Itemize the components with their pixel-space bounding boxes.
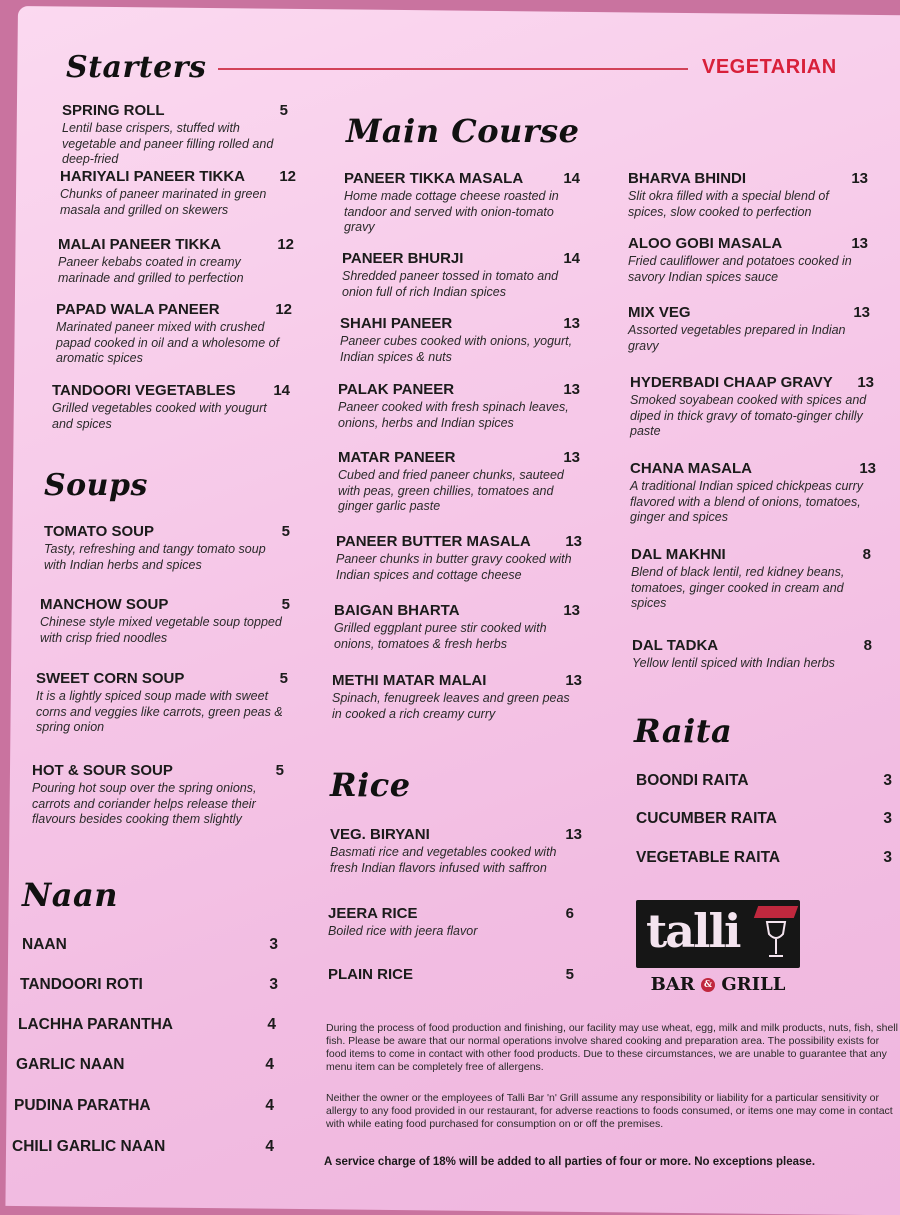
- menu-item: [630, 460, 876, 526]
- header-rule: [218, 68, 688, 70]
- menu-item: [342, 250, 580, 300]
- item-desc: Paneer kebabs coated in creamy marinade and grilled to perfection: [58, 255, 244, 285]
- menu-item: [52, 382, 290, 432]
- item-desc: Shredded paneer tossed in tomato and onion full of rich Indian spices: [342, 269, 559, 299]
- item-price: 4: [265, 1138, 274, 1155]
- menu-item: [636, 810, 892, 828]
- liability-disclaimer: Neither the owner or the employees of Talli Bar 'n' Grill assume any responsibility or liability for a particular sensitivity or allergy to any food provided in our restaurant, for adverse reactions to foods consumed, or items one may come in contact with while eating food purchased for consumption on or off the premises.: [326, 1092, 893, 1130]
- menu-item: [328, 966, 574, 983]
- item-name: BAIGAN BHARTA: [334, 602, 460, 619]
- item-name: LACHHA PARANTHA: [18, 1016, 173, 1033]
- menu-item: [636, 772, 892, 790]
- starters-heading: Starters: [66, 50, 207, 85]
- item-name: MANCHOW SOUP: [40, 596, 169, 613]
- menu-item: [338, 381, 580, 431]
- item-price: 8: [863, 637, 872, 654]
- item-name: ALOO GOBI MASALA: [628, 235, 783, 252]
- logo-flag-icon: [754, 906, 798, 918]
- menu-item: [60, 168, 296, 218]
- item-desc: Tasty, refreshing and tangy tomato soup with Indian herbs and spices: [44, 542, 266, 572]
- menu-item: [336, 533, 582, 583]
- item-name: MALAI PANEER TIKKA: [58, 236, 222, 253]
- item-price: 5: [565, 966, 574, 983]
- item-price: 13: [853, 304, 870, 321]
- item-name: TOMATO SOUP: [44, 523, 155, 540]
- item-desc: Yellow lentil spiced with Indian herbs: [632, 656, 835, 670]
- item-name: SPRING ROLL: [62, 102, 165, 119]
- item-desc: Chinese style mixed vegetable soup topped with crisp fried noodles: [40, 615, 282, 645]
- item-name: PANEER TIKKA MASALA: [344, 170, 524, 187]
- menu-item: [631, 546, 871, 612]
- item-price: 12: [275, 301, 292, 318]
- item-price: 3: [883, 772, 892, 789]
- item-name: CHILI GARLIC NAAN: [12, 1138, 166, 1155]
- item-price: 12: [277, 236, 294, 253]
- menu-item: [18, 1016, 276, 1034]
- item-price: 14: [563, 170, 580, 187]
- item-name: PLAIN RICE: [328, 966, 414, 983]
- item-name: CUCUMBER RAITA: [636, 810, 777, 827]
- item-desc: Grilled vegetables cooked with yougurt and spices: [52, 401, 267, 431]
- item-desc: Smoked soyabean cooked with spices and diped in thick gravy of tomato-ginger chilly paste: [630, 393, 867, 438]
- item-name: GARLIC NAAN: [16, 1056, 125, 1073]
- item-price: 13: [565, 826, 582, 843]
- item-name: CHANA MASALA: [630, 460, 752, 477]
- logo-bar: BAR: [650, 974, 695, 995]
- item-desc: Assorted vegetables prepared in Indian gravy: [628, 323, 846, 353]
- item-name: PANEER BUTTER MASALA: [336, 533, 531, 550]
- item-price: 13: [851, 235, 868, 252]
- raita-heading: Raita: [634, 712, 733, 750]
- item-price: 13: [563, 602, 580, 619]
- menu-item: [632, 637, 872, 672]
- item-name: METHI MATAR MALAI: [332, 672, 487, 689]
- item-name: HYDERBADI CHAAP GRAVY: [630, 374, 833, 391]
- item-name: PAPAD WALA PANEER: [56, 301, 220, 318]
- item-price: 13: [563, 315, 580, 332]
- talli-logo: [636, 900, 800, 996]
- logo-box: [636, 900, 800, 968]
- menu-item: [628, 170, 868, 220]
- item-name: BHARVA BHINDI: [628, 170, 747, 187]
- naan-heading: Naan: [22, 876, 118, 914]
- item-name: SWEET CORN SOUP: [36, 670, 185, 687]
- item-price: 13: [859, 460, 876, 477]
- item-price: 12: [279, 168, 296, 185]
- item-desc: Spinach, fenugreek leaves and green peas in cooked a rich creamy curry: [332, 691, 570, 721]
- item-price: 5: [281, 523, 290, 540]
- item-price: 3: [883, 849, 892, 866]
- item-name: MIX VEG: [628, 304, 691, 321]
- item-desc: Home made cottage cheese roasted in tandoor and served with onion-tomato gravy: [344, 189, 559, 234]
- menu-item: [62, 102, 288, 168]
- item-price: 5: [281, 596, 290, 613]
- logo-amp: &: [701, 978, 715, 992]
- item-desc: Blend of black lentil, red kidney beans, tomatoes, ginger cooked in cream and spices: [631, 565, 845, 610]
- item-price: 3: [269, 936, 278, 953]
- item-price: 14: [273, 382, 290, 399]
- menu-item: [20, 976, 278, 994]
- item-desc: Basmati rice and vegetables cooked with fresh Indian flavors infused with saffron: [330, 845, 557, 875]
- menu-item: [58, 236, 294, 286]
- menu-item: [344, 170, 580, 236]
- item-price: 4: [265, 1056, 274, 1073]
- item-desc: Boiled rice with jeera flavor: [328, 924, 478, 938]
- menu-item: [40, 596, 290, 646]
- item-price: 13: [565, 672, 582, 689]
- item-name: HARIYALI PANEER TIKKA: [60, 168, 246, 185]
- item-price: 3: [883, 810, 892, 827]
- item-name: SHAHI PANEER: [340, 315, 453, 332]
- menu-item: [32, 762, 284, 828]
- menu-item: [334, 602, 580, 652]
- item-name: VEG. BIRYANI: [330, 826, 430, 843]
- item-price: 13: [565, 533, 582, 550]
- menu-item: [36, 670, 288, 736]
- menu-item: [332, 672, 582, 722]
- item-desc: Lentil base crispers, stuffed with vegetable and paneer filling rolled and deep-fried: [62, 121, 274, 166]
- menu-item: [628, 304, 870, 354]
- item-name: VEGETABLE RAITA: [636, 849, 781, 866]
- item-desc: Marinated paneer mixed with crushed papad cooked in oil and a wholesome of aromatic spices: [56, 320, 280, 365]
- item-desc: Pouring hot soup over the spring onions, carrots and coriander helps release their flavours besides cooking them slightly: [32, 781, 257, 826]
- item-price: 5: [279, 670, 288, 687]
- item-price: 3: [269, 976, 278, 993]
- item-desc: A traditional Indian spiced chickpeas curry flavored with a blend of onions, tomatoes, ginger and spices: [630, 479, 863, 524]
- item-desc: It is a lightly spiced soup made with sweet corns and veggies like carrots, green peas & spring onion: [36, 689, 283, 734]
- wine-glass-icon: [764, 920, 788, 960]
- item-name: PANEER BHURJI: [342, 250, 464, 267]
- menu-item: [44, 523, 290, 573]
- item-desc: Chunks of paneer marinated in green masala and grilled on skewers: [60, 187, 267, 217]
- menu-item: [12, 1138, 274, 1156]
- item-price: 13: [563, 449, 580, 466]
- menu-item: [628, 235, 868, 285]
- soups-heading: Soups: [44, 468, 148, 503]
- item-name: DAL TADKA: [632, 637, 719, 654]
- logo-grill: GRILL: [721, 974, 786, 995]
- menu-item: [56, 301, 292, 367]
- item-price: 4: [265, 1097, 274, 1114]
- item-price: 4: [267, 1016, 276, 1033]
- item-name: DAL MAKHNI: [631, 546, 726, 563]
- item-desc: Paneer chunks in butter gravy cooked with Indian spices and cottage cheese: [336, 552, 572, 582]
- item-name: PALAK PANEER: [338, 381, 455, 398]
- item-desc: Grilled eggplant puree stir cooked with onions, tomatoes & fresh herbs: [334, 621, 547, 651]
- menu-item: [16, 1056, 274, 1074]
- item-price: 13: [563, 381, 580, 398]
- menu-item: [630, 374, 874, 440]
- item-price: 6: [565, 905, 574, 922]
- item-price: 14: [563, 250, 580, 267]
- item-name: TANDOORI VEGETABLES: [52, 382, 236, 399]
- item-desc: Cubed and fried paneer chunks, sauteed with peas, green chillies, tomatoes and ginger garlic paste: [338, 468, 564, 513]
- item-price: 13: [857, 374, 874, 391]
- item-price: 8: [862, 546, 871, 563]
- allergen-disclaimer: During the process of food production and finishing, our facility may use wheat, egg, milk and milk products, nuts, fish, shell fish. Please be aware that our normal operations involve shared cooking and preparation area. The possibility exists for food items to come in contact with other food products. Due to these circumstances, we are unable to guarantee that any menu item can be completely free of allergens.: [326, 1022, 898, 1073]
- item-name: MATAR PANEER: [338, 449, 456, 466]
- item-price: 5: [279, 102, 288, 119]
- item-name: PUDINA PARATHA: [14, 1097, 151, 1114]
- item-desc: Slit okra filled with a special blend of spices, slow cooked to perfection: [628, 189, 829, 219]
- service-charge-note: A service charge of 18% will be added to all parties of four or more. No exceptions please.: [324, 1156, 816, 1168]
- item-desc: Paneer cooked with fresh spinach leaves, onions, herbs and Indian spices: [338, 400, 569, 430]
- vegetarian-label: VEGETARIAN: [702, 56, 837, 78]
- item-name: TANDOORI ROTI: [20, 976, 143, 993]
- menu-item: [330, 826, 582, 876]
- menu-item: [14, 1097, 274, 1115]
- menu-item: [22, 936, 278, 954]
- logo-text: talli: [646, 904, 740, 958]
- item-desc: Paneer cubes cooked with onions, yogurt, Indian spices & nuts: [340, 334, 573, 364]
- logo-subtitle: [636, 974, 800, 995]
- menu-item: [338, 449, 580, 515]
- item-desc: Fried cauliflower and potatoes cooked in savory Indian spices sauce: [628, 254, 852, 284]
- menu-item: [636, 849, 892, 867]
- item-name: NAAN: [22, 936, 67, 953]
- item-price: 5: [275, 762, 284, 779]
- menu-item: [340, 315, 580, 365]
- main-course-heading: Main Course: [346, 112, 580, 150]
- item-name: HOT & SOUR SOUP: [32, 762, 173, 779]
- rice-heading: Rice: [330, 766, 411, 804]
- item-price: 13: [851, 170, 868, 187]
- menu-item: [328, 905, 574, 940]
- item-name: JEERA RICE: [328, 905, 418, 922]
- item-name: BOONDI RAITA: [636, 772, 749, 789]
